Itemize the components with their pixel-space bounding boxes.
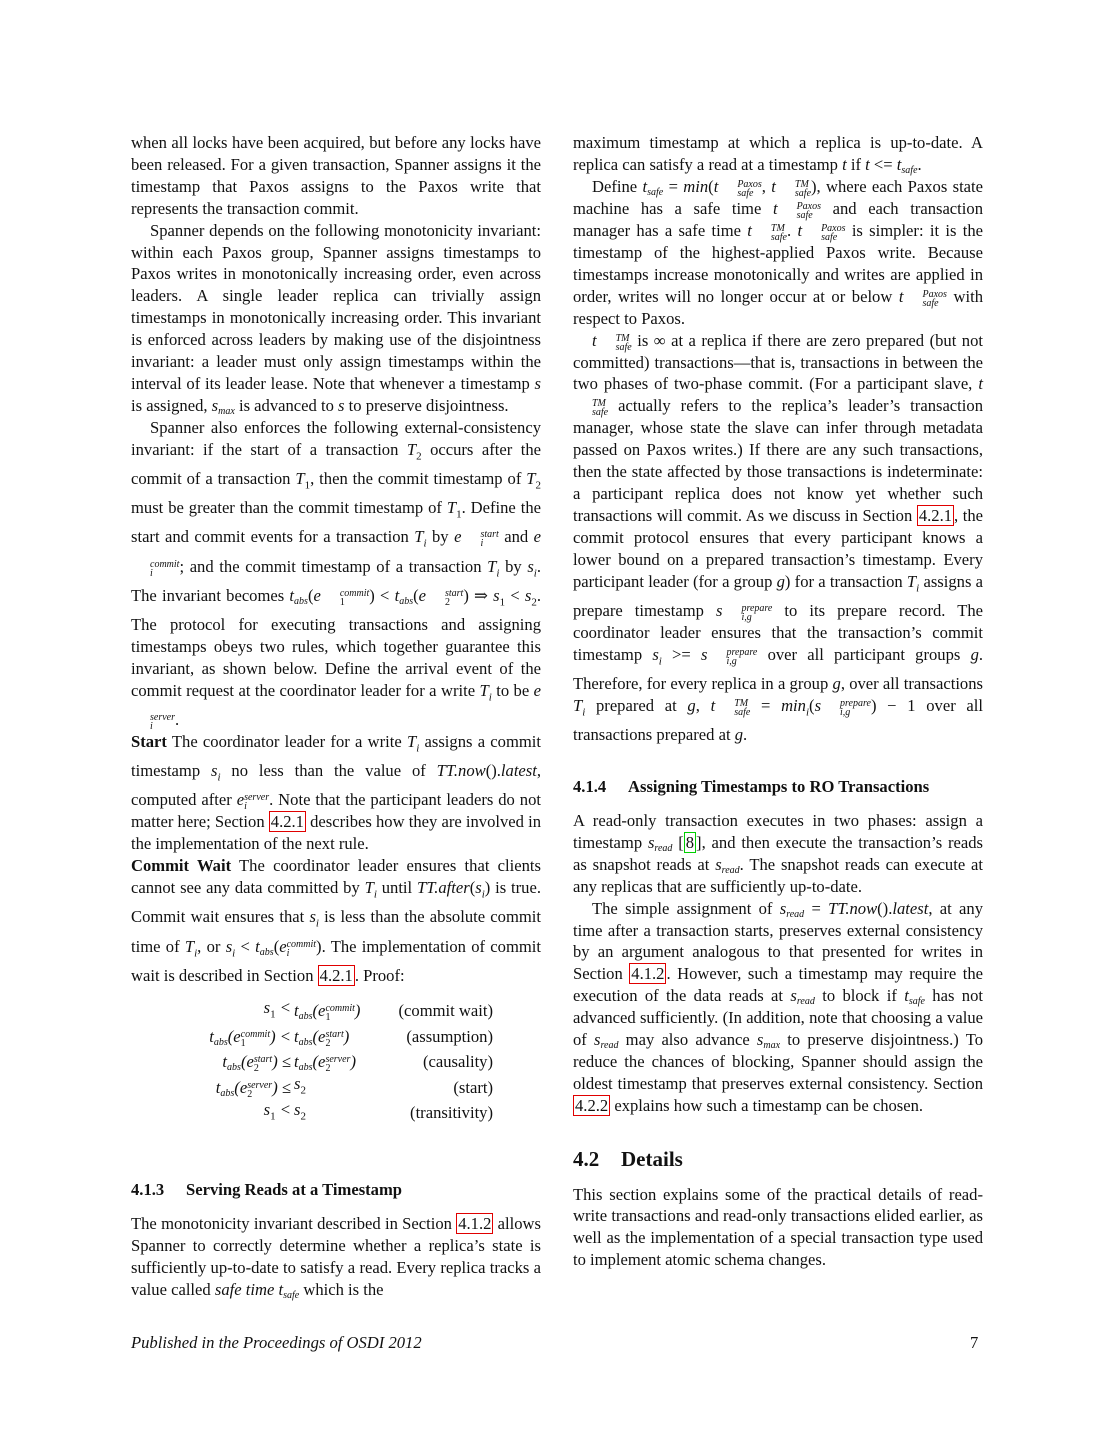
equation-tag: (transitivity) [410,1103,493,1123]
section-heading-4-2: 4.2 Details [573,1146,683,1171]
equation-row: $s_1$ < $t_{abs}(e$ commit 1 ) (commit wait) [131,999,541,1025]
paragraph-tm-safe: t TM safe is ∞ at a replica if there are zero prepared (but not committed) transactions—that is, transactions in between the two phases of two-phase commit. (For a participant slave, t TM safe actually refers to the replica’s leader’s transaction manager, whose state the slave can infer through metadata passed on Paxos writes.) If there are any such transactions, then the state affected by those transactions is indeterminate: a participant replica does not know yet whether such transactions will commit. As we discuss in Section 4.2.1 , the commit protocol ensures that every participant knows a lower bound on a prepared transaction’s timestamp. Every participant leader (for a group g) for a transaction $T_i$ assigns a prepare timestamp s prepare i,g to its prepare record. The coordinator leader ensures that the transaction’s commit timestamp $s_i >= s$ prepare i,g over all participant groups g. Therefore, for every replica in a group g, over all transactions $T_i$ prepared at g, t TM safe = $\min_i(s$ prepare i,g ) − 1 over all transactions prepared at g. [573,330,984,745]
link-section-4-2-2[interactable]: 4.2.2 [575,1095,609,1115]
section-heading-4-1-3: 4.1.3 Serving Reads at a Timestamp [131,1180,403,1200]
footer-venue: Published in the Proceedings of OSDI 2012 [131,1333,422,1352]
equation-tag: (causality) [422,1052,493,1072]
rule-start-label: Start [131,731,167,751]
page-number: 7 [970,1333,979,1352]
rule-commit-wait-label: Commit Wait [131,856,232,876]
paragraph-serving-reads: The monotonicity invariant described in Section 4.1.2 allows Spanner to correctly determine whether a replica’s state is sufficiently up-to-date to satisfy a read. Every replica tracks a value called safe time $t_{safe}$ which is the [131,1214,541,1301]
left-column [131,132,541,1301]
equation-row: $t_{abs}(e$ commit 1 ) < $t_{abs}(e$ start 2 ) (assumption) [131,1024,541,1050]
equation-row: $t_{abs}(e$ start 2 ) ≤ $t_{abs}(e$ server 2 ) (causality) [131,1050,541,1076]
link-section-4-2-1[interactable]: 4.2.1 [319,965,353,985]
equation-tag: (start) [453,1077,493,1097]
link-section-4-1-2[interactable]: 4.1.2 [458,1214,492,1234]
paragraph-simple-assignment: The simple assignment of $s_{read}$ = TT.now().latest, at any time after a transaction starts, preserves external consistency by an argument analogous to that presented for writes in Section 4.1.2 . However, such a timestamp may require the execution of the data reads at $s_{read}$ to block if $t_{safe}$ has not advanced sufficiently. (In addition, note that choosing a value of $s_{read}$ may also advance $s_{max}$ to preserve disjointness.) To reduce the chances of blocking, Spanner should assign the oldest timestamp that preserves external consistency. Section 4.2.2 explains how such a timestamp can be chosen. [573,898,984,1115]
paragraph-details: This section explains some of the practical details of read-write transactions and read-only transactions elided earlier, as well as the implementation of a special transaction type used to implement atomic schema changes. [573,1184,983,1270]
equation-tag: (commit wait) [398,1001,493,1021]
link-section-4-1-2[interactable]: 4.1.2 [631,964,665,984]
paragraph-safe-time: maximum timestamp at which a replica is up-to-date. A replica can satisfy a read at a timestamp t if $t <= t_{safe}$. [573,133,983,176]
rule-start: Start The coordinator leader for a write $T_i$ assigns a commit timestamp $s_i$ no less than the value of TT.now().latest, computed after e server i . Note that the participant leaders do not matter here; Section 4.2.1 describes how they are involved in the implementation of the next rule. [131,731,542,854]
equation-row: $s_1$ < $s_2$ (transitivity) [131,1101,541,1127]
paragraph-ro-phases: A read-only transaction executes in two phases: assign a timestamp $s_{read}$ [ 8 ], and then execute the transaction’s reads as snapshot reads at $s_{read}$. The snapshot reads can execute at any replicas that are sufficiently up-to-date. [573,810,984,896]
paragraph-monotonicity: Spanner depends on the following monotonicity invariant: within each Paxos group, Spanner assigns timestamps to Paxos writes in monotonically increasing order, even across leaders. A single leader replica can trivially assign timestamps in monotonically increasing order. This invariant is enforced across leaders by making use of the disjointness invariant: a leader must only assign timestamps within the interval of its leader lease. Note that whenever a timestamp s is assigned, $s_{max}$ is advanced to s to preserve disjointness. [131,220,541,417]
equation-tag: (assumption) [406,1026,493,1046]
rule-commit-wait: Commit Wait The coordinator leader ensures that clients cannot see any data committed by $T_i$ until $TT.after(s_i)$ is true. Commit wait ensures that $s_i$ is less than the absolute commit time of $T_i$, or $s_i < t_{abs}(e$ commit i ). The implementation of commit wait is described in Section 4.2.1 . Proof: [131,856,541,985]
citation-8[interactable]: 8 [685,832,695,852]
right-column [573,132,983,1271]
link-section-4-2-1[interactable]: 4.2.1 [918,505,953,525]
link-section-4-2-1[interactable]: 4.2.1 [270,812,304,832]
paragraph-define-tsafe: Define $t_{safe} = \min(t$ Paxos safe , t TM safe ), where each Paxos state machine has a safe time t Paxos safe and each transaction manager has a safe time t TM safe . t Paxos safe is simpler: it is the timestamp of the highest-applied Paxos write. Because timestamps increase monotonically and writes are applied in order, writes will no longer occur at or below t Paxos safe with respect to Paxos. [573,176,984,328]
paragraph-locks: when all locks have been acquired, but before any locks have been released. For a given transaction, Spanner assigns it the timestamp that Paxos assigns to the Paxos write that represents the transaction commit. [131,133,541,218]
section-heading-4-1-4: 4.1.4 Assigning Timestamps to RO Transactions [573,777,930,797]
proof-equations [131,999,541,1127]
equation-row: $t_{abs}(e$ server 2 ) ≤ $s_2$ (start) [131,1075,541,1101]
paragraph-external-consistency: Spanner also enforces the following external-consistency invariant: if the start of a transaction $T_2$ occurs after the commit of a transaction $T_1$, then the commit timestamp of $T_2$ must be greater than the commit timestamp of $T_1$. Define the start and commit events for a transaction $T_i$ by e start i and e commit i ; and the commit timestamp of a transaction $T_i$ by $s_i$. The invariant becomes $t_{abs}(e$ commit 1 ) < $t_{abs}(e$ start 2 ) ⇒ $s_1 < s_2$. The protocol for executing transactions and assigning timestamps obeys two rules, which together guarantee this invariant, as shown below. Define the arrival event of the commit request at the coordinator leader for a write $T_i$ to be e server i . [131,417,542,732]
